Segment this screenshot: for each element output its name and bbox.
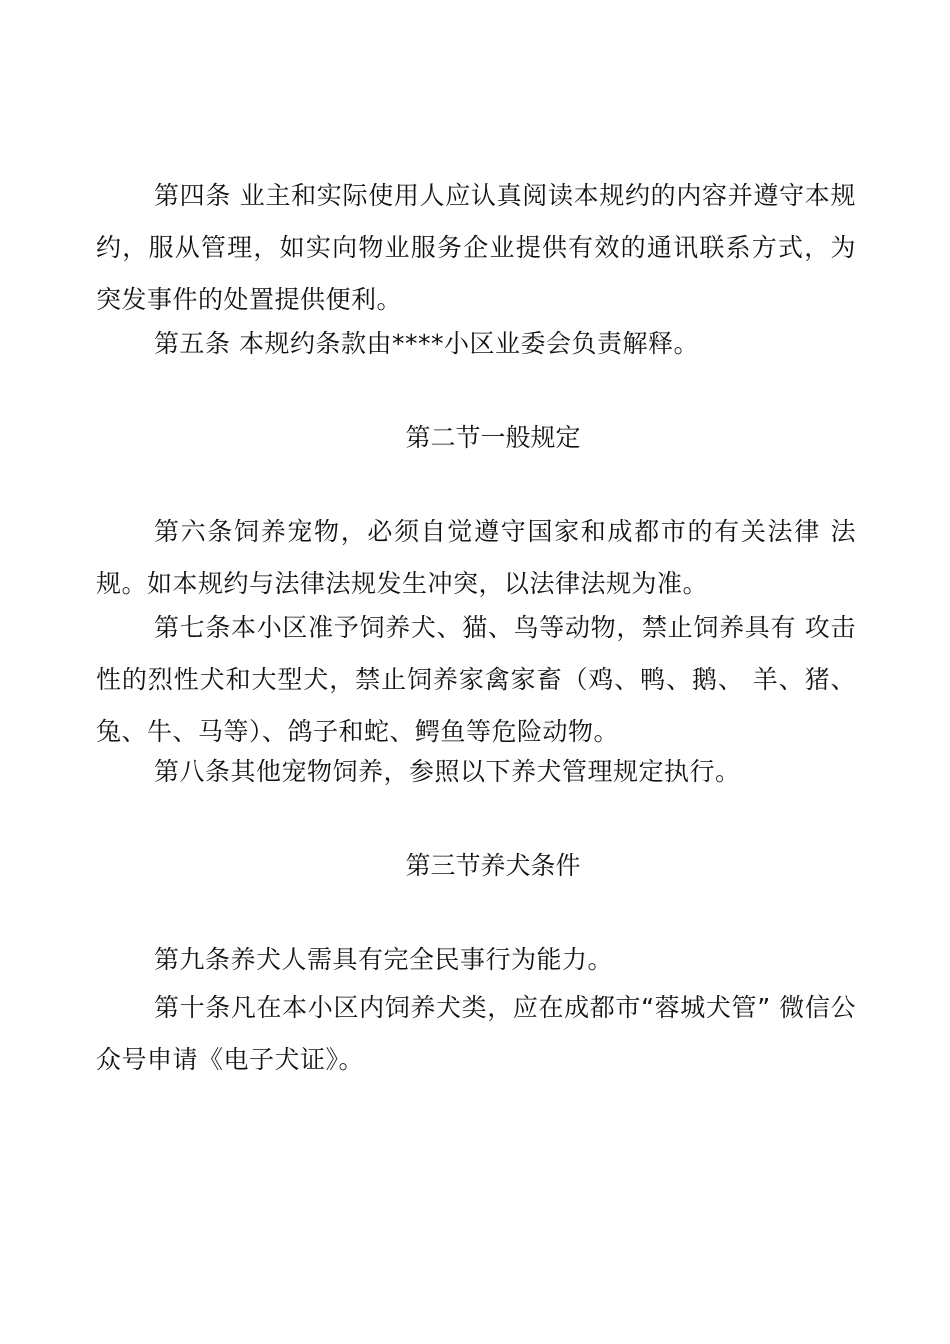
article-7: 第七条本小区准予饲养犬、猫、鸟等动物，禁止饲养具有 攻击性的烈性犬和大型犬，禁止饲养家禽家畜（鸡、鸭、鹅、 羊、猪、兔、牛、马等）、鸽子和蛇、鳄鱼等危险动物。	[96, 613, 856, 746]
article-9: 第九条养犬人需具有完全民事行为能力。	[154, 945, 614, 974]
article-5: 第五条 本规约条款由****小区业委会负责解释。	[154, 329, 699, 358]
article-8: 第八条其他宠物饲养，参照以下养犬管理规定执行。	[154, 757, 741, 786]
section-2-heading: 第二节一般规定	[405, 423, 581, 452]
article-4: 第四条 业主和实际使用人应认真阅读本规约的内容并遵守本规约，服从管理，如实向物业服务企业提供有效的通讯联系方式，为突发事件的处置提供便利。	[96, 181, 856, 314]
section-3-heading: 第三节养犬条件	[405, 851, 581, 880]
article-10: 第十条凡在本小区内饲养犬类，应在成都市“蓉城犬管” 微信公众号申请《电子犬证》。	[96, 993, 856, 1074]
article-6: 第六条饲养宠物，必须自觉遵守国家和成都市的有关法律 法规。如本规约与法律法规发生冲突，以法律法规为准。	[96, 517, 856, 598]
